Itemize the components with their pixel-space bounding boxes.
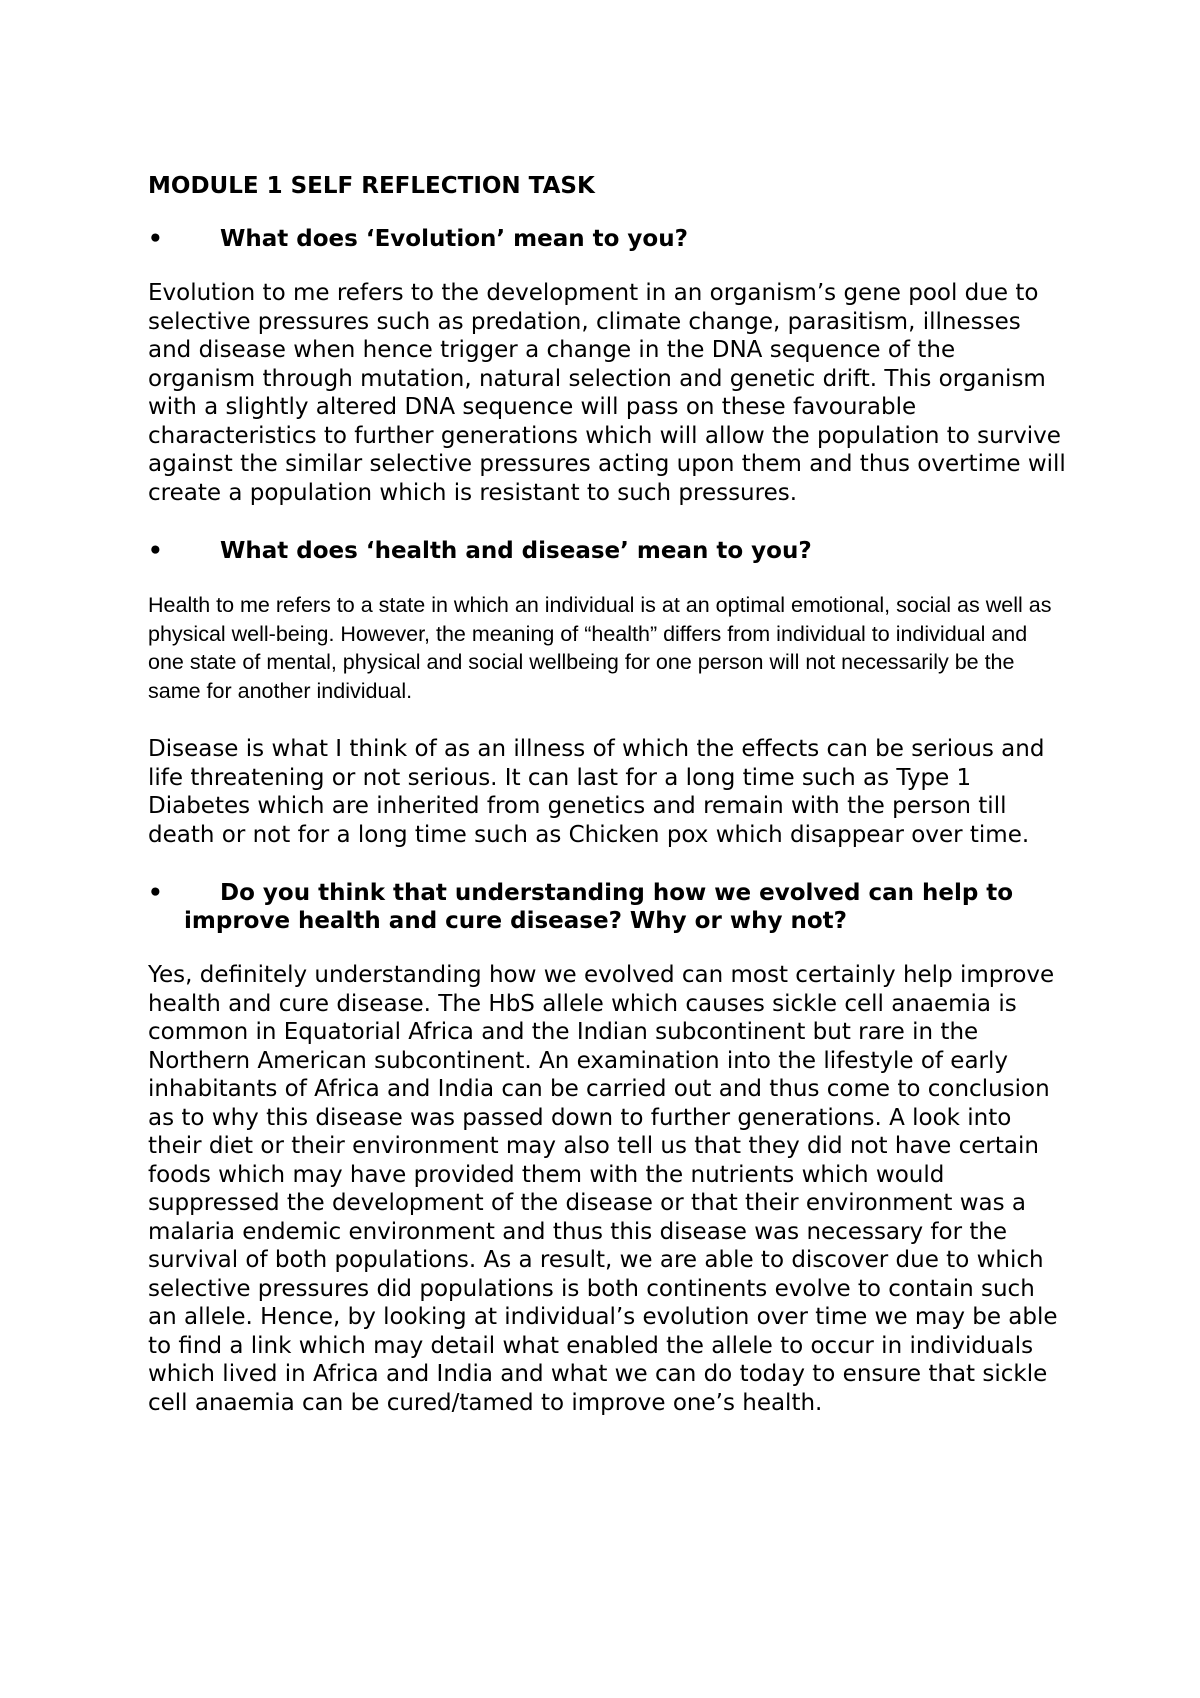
answer-2-paragraph-1: Health to me refers to a state in which an individual is at an optimal emotional, social as well as physical well-being. However, the meaning of “health” differs from individual to individual and one state of mental, physical and social wellbeing for one person will not necessarily be the same for another individual. [148, 593, 1052, 703]
question-1 [148, 225, 1068, 253]
bullet-icon: • [148, 538, 163, 564]
answer-1-paragraph-1: Evolution to me refers to the development in an organism’s gene pool due to selective pressures such as predation, climate change, parasitism, illnesses and disease when hence trigger a change in the DNA sequence of the organism through mutation, natural selection and genetic drift. This organism with a slightly altered DNA sequence will pass on these favourable characteristics to further generations which will allow the population to survive against the similar selective pressures acting upon them and thus overtime will create a population which is resistant to such pressures. [148, 280, 1066, 506]
question-1-text: What does ‘Evolution’ mean to you? [220, 226, 688, 252]
question-3-text: Do you think that understanding how we evolved can help to improve health and cure disease? Why or why not? [184, 880, 1014, 934]
answer-3-paragraph-1: Yes, definitely understanding how we evolved can most certainly help improve health and cure disease. The HbS allele which causes sickle cell anaemia is common in Equatorial Africa and the Indian subcontinent but rare in the Northern American subcontinent. An examination into the lifestyle of early inhabitants of Africa and India can be carried out and thus come to conclusion as to why this disease was passed down to further generations. A look into their diet or their environment may also tell us that they did not have certain foods which may have provided them with the nutrients which would suppressed the development of the disease or that their environment was a malaria endemic environment and thus this disease was necessary for the survival of both populations. As a result, we are able to discover due to which selective pressures did populations is both continents evolve to contain such an allele. Hence, by looking at individual’s evolution over time we may be able to find a link which may detail what enabled the allele to occur in individuals which lived in Africa and India and what we can do today to ensure that sickle cell anaemia can be cured/tamed to improve one’s health. [148, 962, 1058, 1416]
question-2-text: What does ‘health and disease’ mean to you? [220, 538, 812, 564]
document-title: MODULE 1 SELF REFLECTION TASK [148, 173, 595, 199]
bullet-icon: • [148, 880, 163, 906]
question-2 [148, 537, 1068, 565]
question-3 [148, 879, 1068, 935]
answer-2-paragraph-2: Disease is what I think of as an illness of which the effects can be serious and life threatening or not serious. It can last for a long time such as Type 1 Diabetes which are inherited from genetics and remain with the person till death or not for a long time such as Chicken pox which disappear over time. [148, 736, 1045, 848]
bullet-icon: • [148, 226, 163, 252]
document-body [148, 172, 1068, 1447]
